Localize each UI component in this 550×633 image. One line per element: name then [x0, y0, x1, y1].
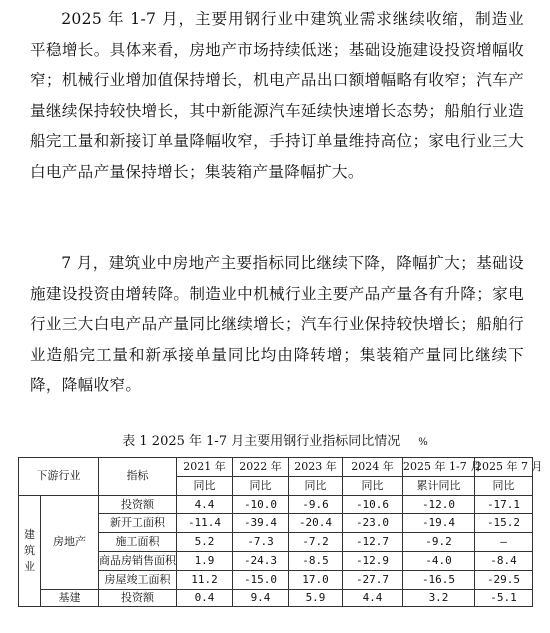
- cell-value: -19.4: [403, 514, 475, 533]
- header-year: 2023 年: [289, 458, 343, 477]
- row-indicator: 商品房销售面积: [99, 551, 177, 570]
- cell-value: -29.5: [475, 570, 533, 589]
- header-year: 2022 年: [233, 458, 289, 477]
- cell-value: 5.9: [289, 589, 343, 606]
- cell-value: -39.4: [233, 514, 289, 533]
- group-infra: 基建: [41, 589, 99, 606]
- row-indicator: 施工面积: [99, 533, 177, 552]
- group-realestate: 房地产: [41, 495, 99, 589]
- header-sub: 累计同比: [403, 476, 475, 495]
- cell-value: -7.2: [289, 533, 343, 552]
- cell-value: -12.9: [343, 551, 403, 570]
- cell-value: -9.2: [403, 533, 475, 552]
- cell-value: 0.4: [177, 589, 233, 606]
- cell-value: -24.3: [233, 551, 289, 570]
- table-row: [19, 495, 533, 514]
- table-header-row: [19, 458, 533, 477]
- paragraph-summary: 2025 年 1-7 月，主要用钢行业中建筑业需求继续收缩，制造业平稳增长。具体来看，房地产市场持续低迷；基础设施建设投资增幅收窄；机械行业增加值保持增长，机电产品出口额增幅略有收窄；汽车产量继续保持较快增长，其中新能源汽车延续快速增长态势；船舶行业造船完工量和新接订单量降幅收窄，手持订单量维持高位；家电行业三大白电产品产量保持增长；集装箱产量降幅扩大。: [30, 10, 524, 181]
- cell-value: -4.0: [403, 551, 475, 570]
- cell-value: -7.3: [233, 533, 289, 552]
- cell-value: 1.9: [177, 551, 233, 570]
- cell-value: -15.0: [233, 570, 289, 589]
- cell-value: -5.1: [475, 589, 533, 606]
- cell-value: 9.4: [233, 589, 289, 606]
- header-sub: 同比: [343, 476, 403, 495]
- header-sub: 同比: [475, 476, 533, 495]
- cell-value: -27.7: [343, 570, 403, 589]
- cell-value: 4.4: [177, 495, 233, 514]
- cell-value: -10.6: [343, 495, 403, 514]
- header-year: 2025 年 1-7 月: [403, 458, 475, 477]
- row-indicator: 投资额: [99, 589, 177, 606]
- cell-value: -9.6: [289, 495, 343, 514]
- paragraph-july: 7 月，建筑业中房地产主要指标同比继续下降，降幅扩大；基础设施建设投资由增转降。制造业中机械行业主要产品产量各有升降；家电行业三大白电产品产量同比继续增长；汽车行业保持较快增长；船舶行业造船完工量和新承接单量同比均由降转增；集装箱产量同比继续下降，降幅收窄。: [30, 254, 524, 394]
- header-year: 2021 年: [177, 458, 233, 477]
- header-indicator: 指标: [99, 458, 177, 496]
- cell-value: -11.4: [177, 514, 233, 533]
- cell-value: -8.4: [475, 551, 533, 570]
- header-sub: 同比: [177, 476, 233, 495]
- cell-value: -23.0: [343, 514, 403, 533]
- row-indicator: 投资额: [99, 495, 177, 514]
- steel-indicator-table: [18, 457, 543, 607]
- group-construction: 建 筑 业: [19, 495, 41, 606]
- cell-value: 5.2: [177, 533, 233, 552]
- table-caption-text: 表 1 2025 年 1-7 月主要用钢行业指标同比情况: [122, 434, 401, 449]
- cell-value: -12.7: [343, 533, 403, 552]
- header-sub: 同比: [289, 476, 343, 495]
- cell-value: —: [475, 533, 533, 552]
- cell-value: 3.2: [403, 589, 475, 606]
- cell-value: -8.5: [289, 551, 343, 570]
- header-sub: 同比: [233, 476, 289, 495]
- cell-value: -10.0: [233, 495, 289, 514]
- table-unit: %: [418, 437, 428, 448]
- table-row: [19, 589, 533, 606]
- cell-value: 4.4: [343, 589, 403, 606]
- row-indicator: 新开工面积: [99, 514, 177, 533]
- row-indicator: 房屋竣工面积: [99, 570, 177, 589]
- cell-value: 11.2: [177, 570, 233, 589]
- cell-value: -17.1: [475, 495, 533, 514]
- table-caption: [0, 430, 550, 449]
- header-year: 2024 年: [343, 458, 403, 477]
- cell-value: -20.4: [289, 514, 343, 533]
- cell-value: -12.0: [403, 495, 475, 514]
- cell-value: -15.2: [475, 514, 533, 533]
- header-year: 2025 年 7 月: [475, 458, 533, 477]
- cell-value: 17.0: [289, 570, 343, 589]
- cell-value: -16.5: [403, 570, 475, 589]
- header-downstream: 下游行业: [19, 458, 99, 496]
